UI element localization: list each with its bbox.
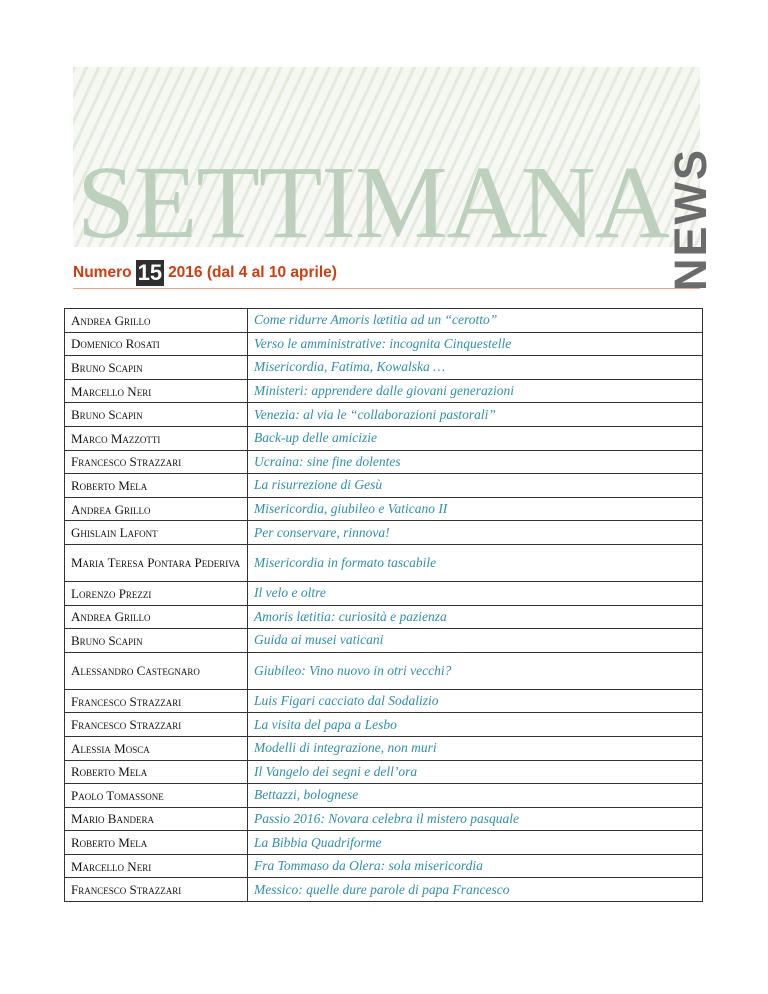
table-row [65,854,703,878]
article-author: Andrea Grillo [65,497,248,521]
article-title[interactable]: La Bibbia Quadriforme [248,831,703,855]
table-row [65,760,703,784]
article-title[interactable]: Guida ai musei vaticani [248,629,703,653]
table-row [65,878,703,902]
table-row [65,403,703,427]
article-title[interactable]: Misericordia, giubileo e Vaticano II [248,497,703,521]
article-title[interactable]: Passio 2016: Novara celebra il mistero pasquale [248,807,703,831]
article-author: Francesco Strazzari [65,450,248,474]
article-author: Francesco Strazzari [65,713,248,737]
article-author: Alessandro Castegnaro [65,652,248,689]
article-author: Andrea Grillo [65,605,248,629]
table-row [65,474,703,498]
article-author: Francesco Strazzari [65,878,248,902]
table-row [65,713,703,737]
article-title[interactable]: Venezia: al via le “collaborazioni pastorali” [248,403,703,427]
article-title[interactable]: Come ridurre Amoris lætitia ad un “cerotto” [248,309,703,333]
table-row [65,379,703,403]
article-title[interactable]: Messico: quelle dure parole di papa Francesco [248,878,703,902]
table-row [65,652,703,689]
table-row [65,736,703,760]
article-title[interactable]: Amoris lætitia: curiosità e pazienza [248,605,703,629]
article-author: Alessia Mosca [65,736,248,760]
table-row [65,497,703,521]
article-author: Roberto Mela [65,760,248,784]
article-title[interactable]: Verso le amministrative: incognita Cinquestelle [248,332,703,356]
table-row [65,831,703,855]
table-row [65,784,703,808]
table-row [65,807,703,831]
article-author: Paolo Tomassone [65,784,248,808]
article-title[interactable]: Giubileo: Vino nuovo in otri vecchi? [248,652,703,689]
article-author: Marcello Neri [65,379,248,403]
article-title[interactable]: Fra Tommaso da Olera: sola misericordia [248,854,703,878]
article-author: Bruno Scapin [65,356,248,380]
article-author: Bruno Scapin [65,629,248,653]
articles-table [64,308,703,902]
article-author: Maria Teresa Pontara Pederiva [65,544,248,581]
table-row [65,450,703,474]
table-row [65,332,703,356]
issue-number: 15 [137,260,163,285]
article-author: Roberto Mela [65,831,248,855]
article-author: Mario Bandera [65,807,248,831]
article-title[interactable]: Bettazzi, bolognese [248,784,703,808]
issue-prefix: Numero [73,264,132,281]
article-title[interactable]: Per conservare, rinnova! [248,521,703,545]
table-row [65,309,703,333]
table-row [65,356,703,380]
article-author: Ghislain Lafont [65,521,248,545]
article-title[interactable]: Back-up delle amicizie [248,426,703,450]
masthead-news: NEWS [665,148,716,291]
article-author: Bruno Scapin [65,403,248,427]
table-row [65,605,703,629]
article-title[interactable]: Modelli di integrazione, non muri [248,736,703,760]
table-row [65,521,703,545]
article-title[interactable]: Il Vangelo dei segni e dell’ora [248,760,703,784]
article-author: Roberto Mela [65,474,248,498]
article-author: Lorenzo Prezzi [65,581,248,605]
article-author: Domenico Rosati [65,332,248,356]
table-row [65,426,703,450]
article-author: Andrea Grillo [65,309,248,333]
article-title[interactable]: La visita del papa a Lesbo [248,713,703,737]
masthead-title: SETTIMANA [77,145,669,260]
table-row [65,581,703,605]
article-title[interactable]: Misericordia, Fatima, Kowalska … [248,356,703,380]
article-title[interactable]: Misericordia in formato tascabile [248,544,703,581]
table-row [65,544,703,581]
article-author: Marcello Neri [65,854,248,878]
table-row [65,689,703,713]
table-row [65,629,703,653]
article-title[interactable]: La risurrezione di Gesù [248,474,703,498]
issue-dates: 2016 (dal 4 al 10 aprile) [168,264,337,281]
article-author: Francesco Strazzari [65,689,248,713]
article-title[interactable]: Il velo e oltre [248,581,703,605]
issue-line [73,258,700,289]
article-author: Marco Mazzotti [65,426,248,450]
article-title[interactable]: Ucraina: sine fine dolentes [248,450,703,474]
article-title[interactable]: Luis Figari cacciato dal Sodalizio [248,689,703,713]
article-title[interactable]: Ministeri: apprendere dalle giovani generazioni [248,379,703,403]
